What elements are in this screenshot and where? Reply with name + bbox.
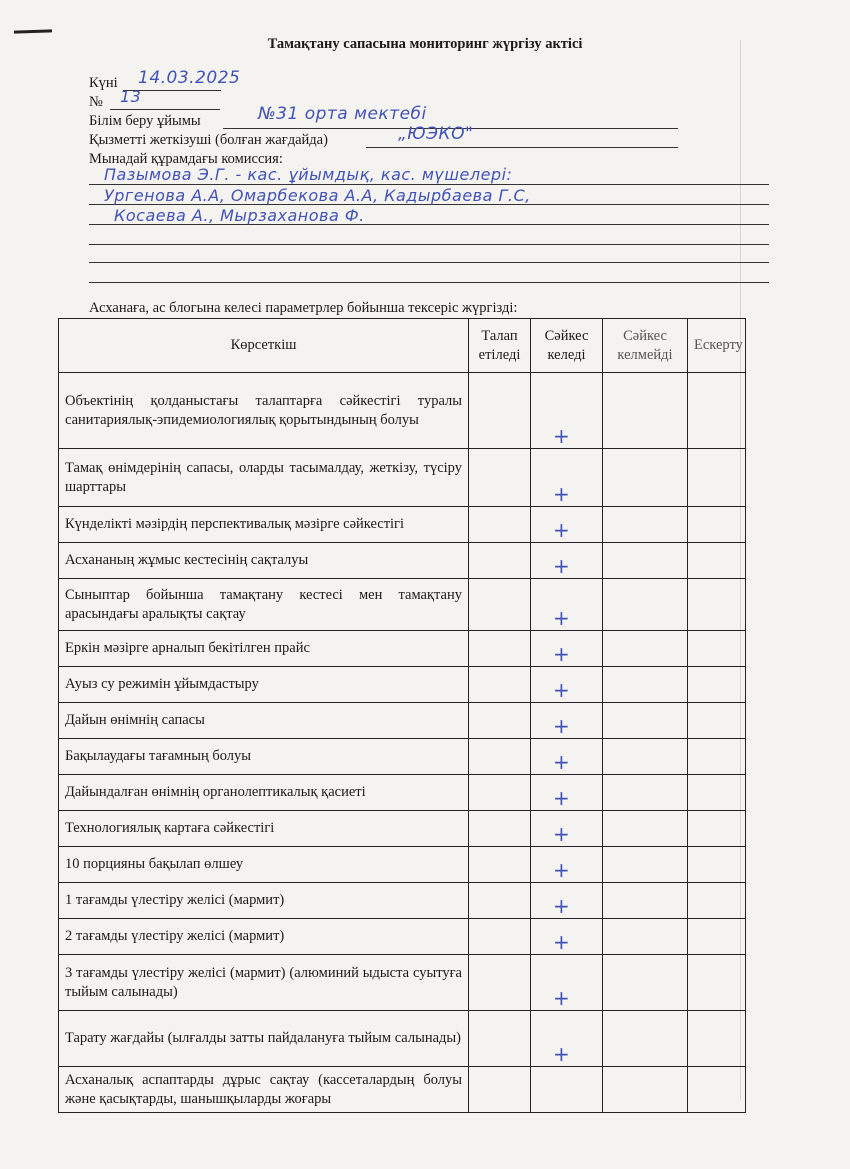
note-cell [688,1011,746,1067]
supplier-label: Қызметті жеткізуші (болған жағдайда) [89,132,328,148]
check-mark: + [553,750,570,774]
check-mark: + [553,986,570,1010]
required-cell [469,811,531,847]
check-mark: + [553,786,570,810]
table-row [59,811,746,847]
check-mark: + [553,1042,570,1066]
indicator-cell: Объектінің қолданыстағы талаптарға сәйкестігі туралы санитариялық-эпидемиологиялық қорытындының болуы [59,373,469,449]
date-label: Күні [89,75,118,91]
required-cell [469,1067,531,1113]
commission-line-4 [89,244,769,245]
indicator-cell: Тамақ өнімдерінің сапасы, оларды тасымалдау, жеткізу, түсіру шарттары [59,449,469,507]
check-mark: + [553,714,570,738]
required-cell [469,919,531,955]
note-cell [688,667,746,703]
table-row [59,739,746,775]
required-cell [469,667,531,703]
required-cell [469,775,531,811]
table-row [59,667,746,703]
number-label: № [89,94,103,110]
commission-line-1 [89,184,769,185]
matches-cell [531,775,603,811]
not-matches-cell [603,883,688,919]
not-matches-cell [603,955,688,1011]
note-cell [688,775,746,811]
indicator-cell: Сыныптар бойынша тамақтану кестесі мен тамақтану арасындағы аралықты сақтау [59,579,469,631]
matches-cell [531,739,603,775]
check-mark: + [553,822,570,846]
supplier-field [89,131,328,149]
not-matches-cell [603,919,688,955]
note-cell [688,449,746,507]
document-title: Тамақтану сапасына мониторинг жүргізу актісі [267,36,583,52]
number-value: 13 [120,87,142,106]
commission-label: Мынадай құрамдағы комиссия: [89,151,283,167]
matches-cell [531,667,603,703]
table-row [59,579,746,631]
matches-cell [531,449,603,507]
indicator-cell: 10 порцияны бақылап өлшеу [59,847,469,883]
note-cell [688,543,746,579]
matches-cell [531,579,603,631]
table-row [59,543,746,579]
commission-handwriting-1: Пазымова Э.Г. - кас. ұйымдық, кас. мүшелері: [104,165,513,184]
not-matches-cell [603,579,688,631]
matches-cell [531,1067,603,1113]
matches-cell [531,703,603,739]
note-cell [688,811,746,847]
note-cell [688,919,746,955]
not-matches-cell [603,1011,688,1067]
note-cell [688,1067,746,1113]
table-row [59,449,746,507]
not-matches-cell [603,667,688,703]
org-value: №31 орта мектебі [258,104,427,124]
indicator-cell: Асхананың жұмыс кестесінің сақталуы [59,543,469,579]
supplier-value: „ЮЭКО" [398,124,474,144]
matches-cell [531,919,603,955]
commission-line-6 [89,282,769,283]
not-matches-cell [603,1067,688,1113]
indicator-cell: Тарату жағдайы (ылғалды затты пайдалануға тыйым салынады) [59,1011,469,1067]
check-mark: + [553,642,570,666]
indicator-cell: Еркін мәзірге арналып бекітілген прайс [59,631,469,667]
indicator-cell: Күнделікті мәзірдің перспективалық мәзірге сәйкестігі [59,507,469,543]
date-field [89,74,118,92]
org-label: Білім беру ұйымы [89,113,201,129]
table-row [59,847,746,883]
required-cell [469,739,531,775]
required-cell [469,631,531,667]
note-cell [688,739,746,775]
org-field [89,112,201,130]
note-cell [688,373,746,449]
note-cell [688,507,746,543]
required-cell [469,373,531,449]
required-cell [469,543,531,579]
note-cell [688,847,746,883]
note-cell [688,955,746,1011]
header-indicator: Көрсеткіш [59,319,469,373]
indicator-cell: 2 тағамды үлестіру желісі (мармит) [59,919,469,955]
table-row [59,507,746,543]
not-matches-cell [603,739,688,775]
corner-mark [14,29,52,33]
matches-cell [531,543,603,579]
required-cell [469,847,531,883]
check-mark: + [553,518,570,542]
matches-cell [531,847,603,883]
check-mark: + [553,554,570,578]
not-matches-cell [603,775,688,811]
table-row [59,1067,746,1113]
header-not-matches: Сәйкес келмейді [603,319,688,373]
not-matches-cell [603,811,688,847]
indicator-cell: Ауыз су режимін ұйымдастыру [59,667,469,703]
table-row [59,919,746,955]
header-matches: Сәйкес келеді [531,319,603,373]
matches-cell [531,1011,603,1067]
table-row [59,1011,746,1067]
check-mark: + [553,858,570,882]
indicator-cell: Бақылаудағы тағамның болуы [59,739,469,775]
required-cell [469,579,531,631]
check-mark: + [553,606,570,630]
required-cell [469,955,531,1011]
check-mark: + [553,894,570,918]
required-cell [469,1011,531,1067]
note-cell [688,579,746,631]
matches-cell [531,507,603,543]
required-cell [469,449,531,507]
intro-text: Асханаға, ас блогына келесі параметрлер бойынша тексеріс жүргізді: [89,300,518,316]
commission-line-5 [89,262,769,263]
table-row [59,373,746,449]
required-cell [469,507,531,543]
header-required: Талап етіледі [469,319,531,373]
date-value: 14.03.2025 [138,68,241,88]
commission-handwriting-3: Косаева А., Мырзаханова Ф. [114,206,365,225]
note-cell [688,883,746,919]
table-header-row [59,319,746,373]
matches-cell [531,811,603,847]
matches-cell [531,883,603,919]
note-cell [688,631,746,667]
table-row [59,883,746,919]
table-row [59,775,746,811]
indicator-cell: 3 тағамды үлестіру желісі (мармит) (алюминий ыдыста суытуға тыйым салынады) [59,955,469,1011]
number-field [89,93,103,111]
table-row [59,955,746,1011]
check-mark: + [553,482,570,506]
supplier-underline [366,147,678,148]
indicator-cell: Технологиялық картаға сәйкестігі [59,811,469,847]
inspection-table [58,318,746,1113]
table-row [59,631,746,667]
matches-cell [531,631,603,667]
required-cell [469,703,531,739]
indicator-cell: Дайындалған өнімнің органолептикалық қасиеті [59,775,469,811]
not-matches-cell [603,543,688,579]
check-mark: + [553,424,570,448]
matches-cell [531,955,603,1011]
table-row [59,703,746,739]
not-matches-cell [603,847,688,883]
header-note: Ескерту [688,319,746,373]
not-matches-cell [603,631,688,667]
not-matches-cell [603,507,688,543]
commission-handwriting-2: Ургенова А.А, Омарбекова А.А, Кадырбаева Г.С, [104,186,531,205]
matches-cell [531,373,603,449]
check-mark: + [553,930,570,954]
note-cell [688,703,746,739]
indicator-cell: 1 тағамды үлестіру желісі (мармит) [59,883,469,919]
not-matches-cell [603,703,688,739]
required-cell [469,883,531,919]
check-mark: + [553,678,570,702]
not-matches-cell [603,449,688,507]
indicator-cell: Асханалық аспаптарды дұрыс сақтау (кассеталардың болуы және қасықтарды, шанышқыларды жоғары [59,1067,469,1113]
not-matches-cell [603,373,688,449]
indicator-cell: Дайын өнімнің сапасы [59,703,469,739]
number-underline [110,109,220,110]
